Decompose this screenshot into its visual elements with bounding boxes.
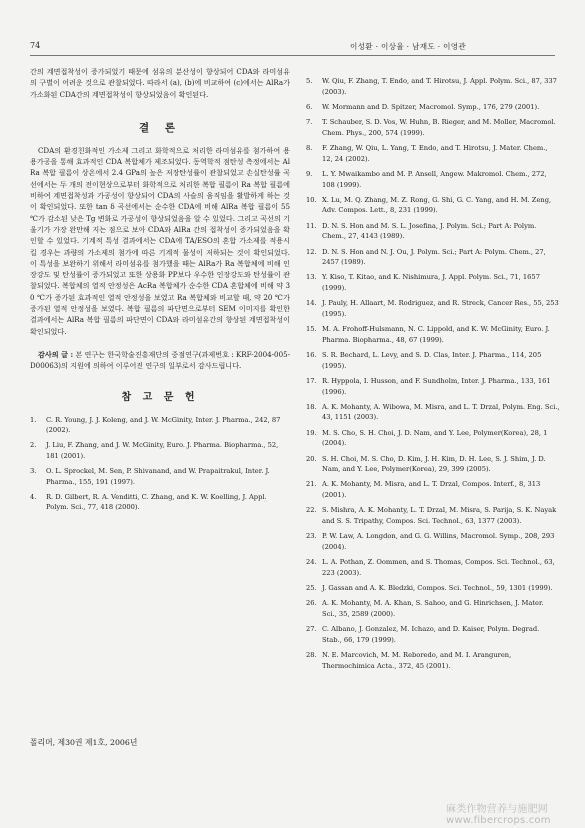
reference-text: J. Pauly, H. Allaart, M. Rodriguez, and R. Streck, Cancer Res., 55, 253 (1995). (322, 299, 559, 318)
references-heading: 참 고 문 헌 (121, 391, 199, 403)
reference-number: 1. (30, 415, 37, 424)
reference-number: 16. (306, 351, 317, 360)
reference-number: 2. (30, 441, 37, 450)
conclusion-heading: 결 론 (139, 121, 181, 134)
reference-text: S. H. Choi, M. S. Cho, D. Kim, J. H. Kim, D. H. Lee, S. J. Shim, J. D. Nam, and Y. Lee, Polymer(Korea), 29, 399 (2005). (322, 454, 546, 474)
reference-number: 19. (306, 428, 317, 437)
reference-number: 14. (306, 299, 317, 308)
reference-number: 22. (306, 506, 317, 515)
reference-text: L. Y. Mwaikambo and M. P. Ansell, Angew. Makromol. Chem., 272, 108 (1999). (322, 169, 547, 189)
reference-text: F. Zhang, W. Qiu, L. Yang, T. Endo, and T. Hirotsu, J. Mater. Chem., 12, 24 (2002). (322, 144, 548, 163)
reference-list-right (306, 76, 560, 671)
reference-number: 27. (306, 625, 317, 634)
reference-number: 20. (306, 454, 317, 463)
journal-footer: 폴리머, 제30권 제1호, 2006년 (30, 738, 138, 747)
reference-text: J. Liu, F. Zhang, and J. W. McGinity, Euro. J. Pharma. Biopharma., 52, 181 (2001). (46, 441, 279, 460)
left-column (30, 66, 290, 518)
reference-item (306, 324, 560, 345)
header-rule (30, 55, 555, 56)
reference-item (306, 298, 560, 319)
reference-text: J. Gassan and A. K. Bledzki, Compos. Sci. Technol., 59, 1301 (1999). (322, 583, 553, 592)
reference-text: W. Qiu, F. Zhang, T. Endo, and T. Hirotsu, J. Appl. Polym. Sci., 87, 337 (2003). (322, 77, 557, 96)
reference-item (306, 350, 560, 371)
reference-item (306, 272, 560, 293)
reference-text: X. Lu, M. Q. Zhang, M. Z. Rong, G. Shi, G. C. Yang, and H. M. Zeng, Adv. Compos. Lett., 8, 231 (1999). (322, 195, 552, 215)
right-column (306, 76, 560, 676)
acknowledgement-text: 본 연구는 한국학술진흥재단의 중점연구(과제번호 : KRF-2004-005-D00063)의 지원에 의하여 이루어진 연구의 일부로서 감사드립니다. (30, 349, 290, 371)
reference-item (30, 492, 290, 513)
reference-text: A. K. Mohanty, A. Wibowa, M. Misra, and L. T. Drzal, Polym. Eng. Sci., 43, 1151 (2003). (322, 402, 560, 422)
site-watermark: 麻类作物营养与施肥网 www.fibercrops.com (446, 804, 551, 826)
reference-number: 13. (306, 273, 317, 282)
reference-number: 23. (306, 532, 317, 541)
reference-text: P. W. Law, A. Longdon, and G. G. Willins, Macromol. Symp., 208, 293 (2004). (322, 532, 555, 551)
reference-text: A. K. Mohanty, M. A. Khan, S. Sahoo, and G. Hinrichsen, J. Mater. Sci., 35, 2589 (2000). (322, 599, 544, 618)
reference-text: R. Hyppola, I. Husson, and F. Sundholm, Inter. J. Pharma., 133, 161 (1996). (322, 376, 551, 396)
reference-item (306, 117, 560, 138)
reference-number: 5. (306, 77, 313, 85)
reference-number: 10. (306, 195, 317, 204)
reference-item (306, 583, 560, 594)
reference-number: 21. (306, 480, 317, 489)
reference-item (306, 650, 560, 671)
reference-number: 28. (306, 650, 317, 659)
reference-number: 12. (306, 247, 317, 256)
reference-item (306, 454, 560, 475)
reference-item (306, 221, 560, 242)
reference-text: M. S. Cho, S. H. Choi, J. D. Nam, and Y. Lee, Polymer(Korea), 28, 1 (2004). (322, 428, 548, 448)
reference-item (306, 247, 560, 268)
reference-text: C. R. Young, J. J. Koleng, and J. W. McGinity, Inter. J. Pharma., 242, 87 (2002). (46, 415, 281, 435)
reference-item (306, 428, 560, 449)
conclusion-body: CDA의 환경친화적인 가소제 그리고 화학적으로 처리한 라미섬유를 첨가하여 용용가공을 통해 효과적인 CDA 복합체가 제조되었다. 동역학적 점탄성 측정에서는 AlRa 복합 필름이 상온에서 2.4 GPa의 높은 저장탄성률이 관찰되었고 손실탄성률 곡선에서는 두 개의 전이현상으로부터 화학적으로 처리한 복합 필름이 Ra 복합 필름에 비하여 계면접착성과 가공성이 향상되어 CDA의 사슬의 움직임을 활발하게 하는 것이 확인되었다. 또한 tan δ 곡선에서는 순수한 CDA에 비해 AlRa 복합 필름이 55 ℃가 감소된 낮은 Tg 변화로 가공성이 향상되었음을 알 수 있었다. 그리고 곡선의 기울기가 가장 완만해 지는 점으로 보아 CDA와 AlRa 간의 접착성이 증가되었음을 확인할 수 있었다. 기계적 특성 결과에서는 CDA에 TA/ESO의 혼합 가소제를 적용시킬 경우는 과량의 가소제의 첨가에 따른 기계적 물성이 저하되는 것이 확인되었다. 이 특성을 보완하기 위해서 라미섬유를 첨가했을 때는 AlRa가 Ra 복합체에 비해 인장강도 및 탄성률이 증가되었고 또한 상용화 PP보다 우수한 인장강도와 탄성률이 관찰되었다. 복합체의 열적 안정성은 AcRa 복합체가 순수한 CDA 혼합체에 비해 약 30 ℃가 증가된 효과적인 열적 안정성을 보였고 Ra 복합체와 비교할 때, 약 20 ℃가 증가된 열적 안정성을 보였다. 복합 필름의 파단면으로부터 SEM 이미지를 확인한 결과에서는 AlRa 복합 필름의 파단면이 CDA와 라미섬유간의 향상된 계면접착성이 확인되었다. (30, 145, 290, 336)
reference-item (30, 466, 290, 487)
reference-item (306, 376, 560, 397)
reference-text: S. Mishra, A. K. Mohanty, L. T. Drzal, M. Misra, S. Parija, S. K. Nayak and S. S. Tripathy, Compos. Sci. Technol., 63, 1377 (2003). (322, 506, 557, 525)
reference-number: 3. (30, 467, 37, 476)
intro-paragraph: 간의 계면접착성이 증가되었기 때문에 섬유의 분산성이 향상되어 CDA와 라미섬유의 구별이 어려운 것으로 관찰되었다. 따라서 (a), (b)에 비교하여 (c)에서는 AlRa가 가소화된 CDA간의 계면접착성이 향상되었음이 확인된다. (30, 67, 290, 99)
acknowledgement-label: 감사의 글 : (38, 349, 74, 359)
reference-text: Y. Kiso, T. Kitao, and K. Nishimura, J. Appl. Polym. Sci., 71, 1657 (1999). (322, 273, 540, 292)
reference-number: 6. (306, 102, 313, 111)
reference-list-left (30, 415, 290, 514)
reference-item (306, 76, 560, 97)
reference-number: 26. (306, 599, 317, 608)
page-number: 74 (30, 41, 41, 50)
reference-text: D. N. S. Hon and M. S. L. Josefina, J. Polym. Sci.; Part A: Polym. Chem., 27, 4143 (1989). (322, 221, 537, 241)
reference-item (30, 440, 290, 461)
reference-text: L. A. Pothan, Z. Oommen, and S. Thomas, Compos. Sci. Technol., 63, 223 (2003). (322, 558, 555, 577)
reference-item (306, 624, 560, 645)
reference-text: T. Schauber, S. D. Vos, W. Huhn, B. Rieger, and M. Moller, Macromol. Chem. Phys., 200, 574 (1999). (322, 118, 556, 137)
reference-text: D. N. S. Hon and N. J. Ou, J. Polym. Sci.; Part A: Polym. Chem., 27, 2457 (1989). (322, 247, 546, 267)
reference-text: N. E. Marcovich, M. M. Reboredo, and M. I. Aranguren, Thermochimica Acta., 372, 45 (2001). (322, 650, 512, 670)
reference-number: 4. (30, 492, 37, 501)
reference-item (306, 505, 560, 526)
reference-item (306, 169, 560, 190)
reference-text: R. D. Gilbert, R. A. Venditti, C. Zhang, and K. W. Koelling, J. Appl. Polym. Sci., 77, 418 (2000). (46, 492, 267, 512)
reference-text: M. A. Frohoff-Hulsmann, N. C. Lippold, and K. W. McGinity, Euro. J. Pharma. Biopharma., 48, 67 (1999). (322, 325, 550, 344)
reference-number: 18. (306, 402, 317, 411)
reference-number: 24. (306, 558, 317, 567)
reference-number: 8. (306, 144, 313, 153)
acknowledgement (30, 349, 290, 372)
running-head-authors: 이성환 · 이상율 · 남재도 · 이영관 (350, 42, 467, 51)
reference-number: 17. (306, 376, 317, 385)
reference-number: 7. (306, 118, 313, 127)
reference-item (30, 415, 290, 436)
reference-item (306, 557, 560, 578)
reference-item (306, 402, 560, 423)
reference-number: 25. (306, 583, 317, 592)
reference-text: C. Albano, J. Gonzalez, M. Ichazo, and D. Kaiser, Polym. Degrad. Stab., 66, 179 (1999). (322, 625, 540, 644)
reference-text: O. L. Sprockel, M. Sen, P. Shivanand, and W. Prapaitrakul, Inter. J. Pharma., 155, 191 (1997). (46, 467, 270, 486)
reference-item (306, 143, 560, 164)
reference-item (306, 479, 560, 500)
reference-item (306, 102, 560, 113)
reference-item (306, 531, 560, 552)
reference-item (306, 195, 560, 216)
reference-item (306, 598, 560, 619)
reference-text: A. K. Mohanty, M. Misra, and L. T. Drzal, Compos. Interf., 8, 313 (2001). (322, 480, 541, 499)
reference-number: 9. (306, 169, 313, 178)
reference-text: S. R. Bechard, L. Levy, and S. D. Clas, Inter. J. Pharma., 114, 205 (1995). (322, 351, 542, 370)
reference-number: 11. (306, 221, 317, 230)
reference-number: 15. (306, 325, 317, 334)
reference-text: W. Mormann and D. Spitzer, Macromol. Symp., 176, 279 (2001). (322, 102, 540, 111)
